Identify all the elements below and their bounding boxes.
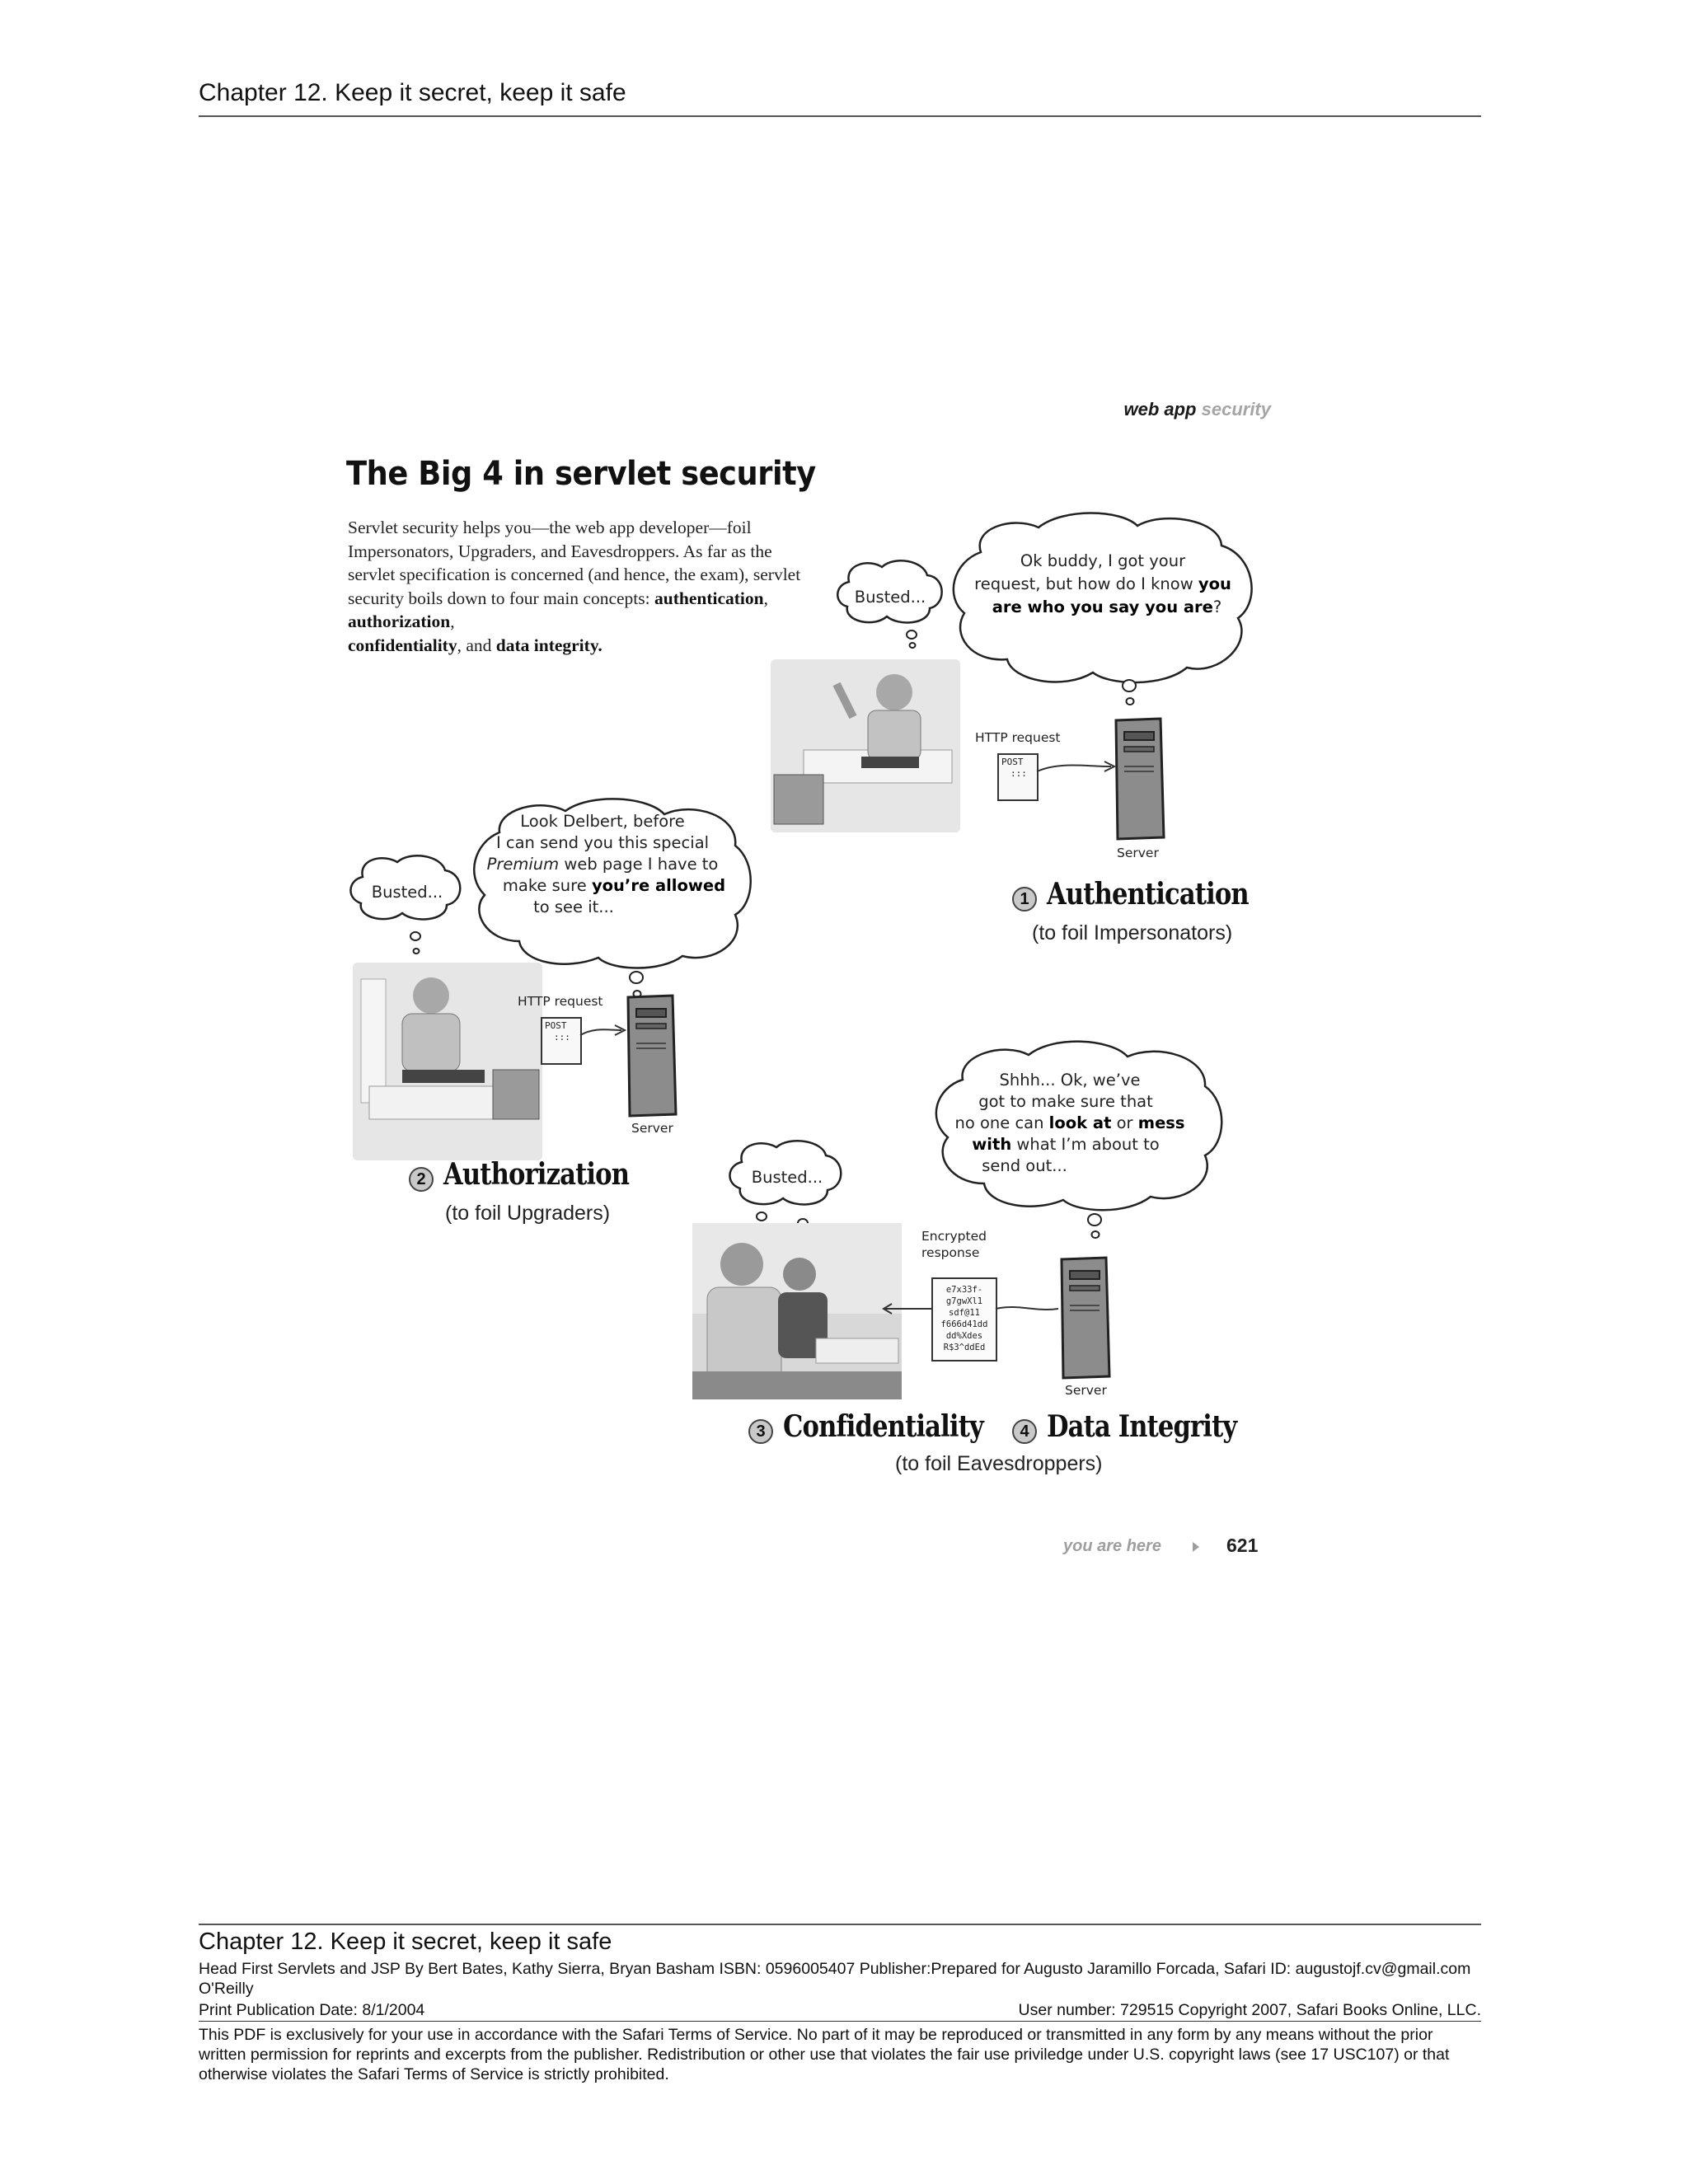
authz-number-badge: 2 [409, 1167, 434, 1192]
authz-title: Authorization [443, 1157, 630, 1192]
pager-arrow-icon [1193, 1542, 1199, 1552]
auth-photo-laptop-user [771, 659, 960, 832]
conf-server-shape [1058, 1256, 1113, 1380]
footer-top-rule [199, 1924, 1481, 1925]
conf-server-line-2: got to make sure that [978, 1092, 1153, 1111]
authz-server-label: Server [631, 1121, 673, 1136]
authz-server-line-3 [467, 854, 738, 875]
intro-text: Servlet security helps you—the web app developer—foil Impersonators, Upgraders, and Eavesdroppers. As far as the servlet specification is concerned (and hence, the exam), servlet security boils down to four main concepts: [348, 518, 801, 608]
conf-server-label: Server [1065, 1383, 1107, 1398]
auth-server-line-2a: request, but how do I know [974, 574, 1198, 593]
footer-book-line: Head First Servlets and JSP By Bert Bates, Kathy Sierra, Bryan Basham ISBN: 0596005407 Publisher:Prepared for Augusto Jaramillo Forcada, Safari ID: augustojf.cv@gmail.com [199, 1960, 1471, 1978]
intro-confidentiality: confidentiality [348, 635, 457, 655]
conf-encrypted-line-2: response [921, 1245, 980, 1260]
auth-server-line-2 [963, 574, 1243, 595]
authz-busted-text: Busted... [371, 883, 443, 902]
authz-busted-bubble [346, 852, 468, 961]
auth-server-icon [1113, 717, 1167, 841]
conf-cipher-line: g7gwXl1 [945, 1296, 983, 1306]
authz-http-label: HTTP request [518, 994, 603, 1009]
conf-cipher-line: R$3^ddEd [943, 1343, 986, 1352]
conf-cipher-document [931, 1277, 997, 1361]
footer-mid-rule [199, 2021, 1481, 2022]
conf-cipher-text [933, 1284, 996, 1353]
conf-arrow-from-server [994, 1297, 1060, 1322]
authz-server-shape [625, 994, 679, 1118]
conf-cipher-line: f666d41dd [940, 1319, 988, 1329]
intro-sep-3: , and [457, 635, 496, 655]
conf-server-line-5: send out... [982, 1156, 1067, 1175]
conf-server-line-1: Shhh... Ok, we’ve [999, 1071, 1141, 1090]
page-heading: The Big 4 in servlet security [346, 455, 816, 493]
auth-number-badge: 1 [1012, 887, 1037, 912]
conf-encrypted-line-1: Encrypted [921, 1229, 987, 1244]
you-are-here-label: you are here [1063, 1537, 1161, 1555]
intro-authentication: authentication [654, 588, 764, 608]
auth-server-line-1: Ok buddy, I got your [1020, 551, 1186, 570]
conf-server-line-3a: no one can [954, 1113, 1049, 1132]
auth-arrow [1035, 750, 1118, 783]
footer-chapter-title: Chapter 12. Keep it secret, keep it safe [199, 1929, 612, 1955]
auth-title: Authentication [1047, 877, 1249, 912]
section-tag-bold: web app [1123, 399, 1197, 419]
authz-server-line-2: I can send you this special [495, 833, 710, 852]
intro-paragraph [348, 516, 809, 657]
conf-cipher-line: dd%Xdes [945, 1331, 983, 1341]
footer-pub-date: Print Publication Date: 8/1/2004 [199, 2001, 425, 2019]
authz-busted-cloud-shape [346, 852, 468, 961]
auth-http-doc-dots: ::: [1010, 768, 1027, 779]
authz-foil: (to foil Upgraders) [445, 1202, 611, 1225]
intro-sep-2: , [450, 612, 455, 631]
footer-legal-text: This PDF is exclusively for your use in accordance with the Safari Terms of Service. No part of it may be reproduced or transmitted in any form by any means without the prior written permission for reprints and excerpts from the publisher. Redistribution or other use that violates the fair use priviledge under U.S. copyright laws (see 17 USC107) or that otherwise violates the Safari Terms of Service is strictly prohibited. [199, 2026, 1450, 2083]
authz-arrow [579, 1014, 628, 1047]
authz-photo-laptop-user [353, 963, 542, 1160]
auth-photo-figure [771, 659, 960, 832]
auth-server-line-3 [963, 597, 1251, 618]
conf-cipher-line: e7x33f- [945, 1285, 983, 1295]
auth-server-line-2b: you [1198, 574, 1231, 593]
conf-server-line-3d: mess [1137, 1113, 1185, 1132]
conf-photo-adult-and-child [692, 1223, 902, 1399]
authz-http-doc-text: POST [545, 1020, 567, 1031]
auth-server-shape [1113, 717, 1167, 841]
conf-server-line-4 [930, 1134, 1202, 1155]
auth-http-document [997, 753, 1039, 801]
running-header-chapter-title: Chapter 12. Keep it secret, keep it safe [199, 79, 626, 106]
conf-server-bubble [930, 1040, 1226, 1238]
conf-server-line-3b: look at [1048, 1113, 1112, 1132]
section-tag-light: security [1201, 399, 1271, 419]
conf-photo-figure [692, 1223, 902, 1399]
conf-busted-text: Busted... [751, 1168, 823, 1187]
auth-server-label: Server [1117, 846, 1159, 860]
authz-http-doc-dots: ::: [554, 1032, 570, 1043]
authz-server-icon [625, 994, 679, 1118]
authz-server-line-5: to see it... [533, 898, 614, 916]
integrity-number-badge: 4 [1012, 1419, 1037, 1444]
conf-server-line-3c: or [1111, 1113, 1138, 1132]
conf-number-badge: 3 [748, 1419, 773, 1444]
auth-http-doc-text: POST [1001, 757, 1024, 767]
intro-data-integrity: data integrity. [495, 635, 603, 655]
conf-encrypted-label [921, 1228, 987, 1261]
conf-arrow-to-user [880, 1297, 933, 1322]
footer-user-line: User number: 729515 Copyright 2007, Safari Books Online, LLC. [1018, 2001, 1481, 2019]
header-rule [199, 115, 1481, 117]
auth-busted-bubble [832, 557, 948, 648]
authz-server-line-4 [478, 875, 750, 897]
authz-http-document [541, 1017, 582, 1065]
authz-server-line-1: Look Delbert, before [520, 812, 685, 831]
authz-server-line-3b: web page I have to [559, 855, 719, 874]
auth-http-label: HTTP request [975, 730, 1061, 745]
authz-server-line-3-italic: Premium [486, 855, 560, 874]
footer-publisher: O'Reilly [199, 1980, 254, 1998]
conf-title: Confidentiality [783, 1409, 983, 1444]
integrity-title: Data Integrity [1047, 1409, 1237, 1444]
intro-sep-1: , [763, 588, 768, 608]
conf-server-line-4a: with [972, 1135, 1012, 1154]
section-tag [1055, 399, 1271, 420]
conf-foil: (to foil Eavesdroppers) [895, 1452, 1103, 1475]
auth-server-line-3-q: ? [1212, 598, 1222, 616]
auth-busted-text: Busted... [854, 588, 926, 607]
auth-foil: (to foil Impersonators) [1032, 921, 1233, 944]
conf-server-icon [1058, 1256, 1113, 1380]
authz-photo-figure [353, 963, 542, 1160]
conf-server-line-3 [930, 1113, 1210, 1134]
auth-server-bubble [948, 511, 1261, 709]
conf-cipher-line: sdf@11 [949, 1308, 980, 1318]
auth-server-line-3-bold: are who you say you are [992, 598, 1213, 616]
authz-server-line-4a: make sure [502, 876, 592, 895]
page-number: 621 [1226, 1535, 1259, 1556]
conf-server-line-4b: what I’m about to [1011, 1135, 1160, 1154]
authz-server-line-4b: you’re allowed [591, 876, 726, 895]
intro-authorization: authorization [348, 612, 451, 631]
